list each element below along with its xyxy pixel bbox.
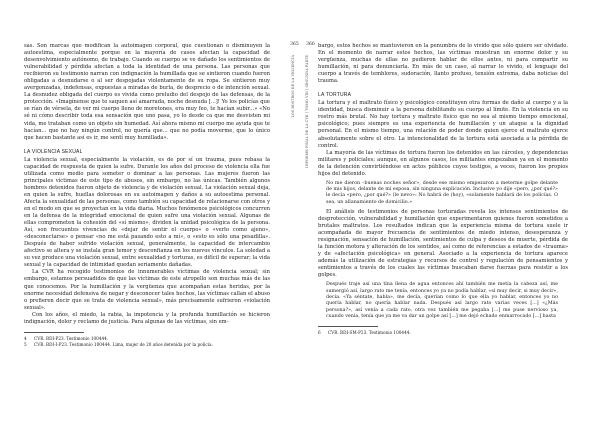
footnote [24,342,270,348]
footnote-rule [318,326,378,327]
left-paragraph: sas. Son marcas que modifican la autoimagen corporal, que cuestionan o disminuyen la autoestima, especialmente porque en la mayoría de casos afectan la capacidad de desenvolvimiento autónomo, de trabajo. Cuando se cuerpo se ve dañado los sentimientos de vulnerabilidad y pérdida afectan a toda la identidad de una persona. Las personas que recibieron su testimonio narran con indignación la humillada que se sintieron cuando fueron obligadas a desnudarse o al ser despojadas violentamente de su ropa. Se sintieron muy avergonzadas, indefensas, expuestas a miradas de burla, de desprecio o de intención sexual. La desnudez obligada del cuerpo es vivida como preludio del despojo de las defensas, de la protección. «Imagínense que te saquen así amarrada, noche desnuda [...]! Yo los policías que se rían de vérsela, de ver mi cuerpo lleno de moretones, era muy feo, te hacían subir...» «No sé ni cómo describir toda esa sensación que uno pasa, yo lo desde ca que me desvisten mi vida, me trataban como un objeto sin humedad. Así ahora mismo mi cuerpo me ayuda que te hacían... que no hay ningún control, no quería que... que no podía moverme, que lo único que hacen bastante así es ir, me sentí muy humillada». [24,43,270,141]
footnote-rule [24,332,84,333]
right-text-column [318,43,568,336]
right-page [314,0,600,431]
footnote [318,330,568,336]
left-paragraph: Con los años, el miedo, la rabia, la impotencia y la profunda humillación se hicieron indignación, dolor y reclamo de justicia. Para algunas de las víctimas, sin em- [24,311,270,325]
page-number-left: 365 [290,42,299,47]
right-paragraph: La mayoría de las víctimas de tortura fueron los detenidos en las cárceles, y dependencias militares y policiales; aunque, en algunos casos, los militantes empezaban ya en el momento de la detención convirtiéndose en actos públicos cuyos testigos, a veces, fueron los propios hijos del detenido. [318,149,568,177]
left-paragraph: La violencia sexual, especialmente la violación, es de por sí un trauma, pues rebasa la capacidad de respuesta de quien la sufre. Durante los años del proceso de violencia ella fue utilizada como medio para someter o dominar a las personas. Las mujeres fueron las principales víctimas de este tipo de abusos, sin embargo, no las únicas. También algunos hombres detenidos fueron objeto de violencia y de violación sexual. La violación sexual deja, en quien la sufre, huellas dolorosas en su autoimagen y daños a su autoestima personal. Afecta la sexualidad de las personas, como también su capacidad de relacionarse con otros y en el modo en que se proyectan en la vida diaria. Muchos fenómenos psicológicos concurren en la defensa de la integridad emocional de quien sufre una violación sexual. Algunas de ellas comprometen la cohesión del «sí mismo», dividen la unidad psicológica de la persona. Así, son frecuentes vivencias de «dejar de sentir el cuerpo» o «verlo como ajeno», «desconectarse» o pensar «no me está pasando esto a mí», o «esto es sólo una pesadilla». Después de haber sufrido violación sexual, generalmente, la capacidad de intercambio afectivo se altera y se instala gran temor y desconfianza en los nuevos vínculos. La soledad a su vez produce una violación sexual, entre sexualidad y torturas, es difícil de superar; la vida sexual y la capacidad de intimidad quedan seriamente dañadas. [24,156,270,269]
footnote-mark: 5 [24,341,27,347]
footnote-text: CVR. BDI-SM-P23. Testimonio 100444. [328,330,411,336]
book-gutter [284,0,314,431]
running-head-left: LOS ROSTROS DE LA VIOLENCIA [291,55,295,118]
section-heading-sexual-violence: LA VIOLENCIA SEXUAL [24,148,83,155]
left-page [0,0,284,431]
footnote-text: CVR. BDI-I-P23. Testimonio 100444. Lima, mujer de 20 años detenida por la policía. [34,341,213,347]
running-head-right: INFORME FINAL DE LA CVR | TOMO VIII | SEGUNDA PARTE [305,55,309,168]
left-paragraph: La CVR ha recogido testimonios de innumerables víctimas de violencia sexual; sin embargo, estamos persuadidos de que las víctimas de este atropello son muchas más de las que conocemos. Por la humillación y la vergüenza que acompañan estas heridas, por la enorme necesidad defensiva de negar y desconocer tales hechos, las víctimas callan el abuso o prefieren decir que se trata de violencia sexual», más precisamente sufrieron «violación sexual». [24,269,270,311]
section-heading-torture: LA TORTURA [318,92,352,99]
testimony-quote: Después traje así una tina llena de agua entonces ahí también me metía la cabeza así, me sumergió así, largo rato me tenía, entonces yo ya no podía hablar, «sí muy decir, si muy decir», decía. «Ya séntate, habla», me decía, querían como lo que ella yo hablar, entonces yo no quería hablar, no quería hablar nada. Después así largo rato varias veces [...] «¿Más persona?», así venía a cada rato, otra vez también me pegaba [...] me puse nervioso ya, cuando venía, tenía que ya me va dar un golpe así [...] me dejó echado enmarrocado [...] hasta [326,282,558,319]
footnote-mark: 6 [318,330,321,336]
page-number-right: 366 [306,42,315,47]
testimony-quote: No me dieron –buenas noches señor», desde ese mismo empezaron a meterme golpe delante de mis hijos, delante de mi esposa, sin ninguna explicación. Inclusive yo dije «pero, ¿por qué?» le decía «pero, ¿por qué?» (le nevo»: No habrá de (hoy), «solamente hablará de los policías. O sea, un allanamiento de domicilio.» [326,180,558,205]
right-paragraph: El análisis de testimonios de personas torturadas revela los intensos sentimientos de desprotección, vulnerabilidad y humillación que experimentaron quienes fueron sometidos a brutales maltratos. Los resultados indican que la experiencia misma de tortura suele ir acompañada de mayor frecuencia de sentimientos de miedo intenso, desesperanza y resignación, sensación de humillación, sentimientos de culpa y deseos de muerte, pérdida de la función motora y alteración de los sentidos, así como de referencias a estados de «trauma» y de «afectación psicológica» en general. Asociado a la experiencia de tortura aparece además la utilización de estrategias y recursos de control y regulación de pensamientos y sentimientos a través de los cuales las víctimas buscaban darse fuerzas para resistir a los golpes. [318,208,568,279]
footnote-mark: 4 [24,335,27,341]
right-paragraph: bargo, estos hechos se mantuvieron en la penumbra de lo vivido que sólo quiere ser olvidado. En el momento de narrar estos hechos, las víctimas muestran un enorme dolor y su vergüenza, muchas de ellas no pudieron hablar de ellos antes, ni para compartir su humillación, ni para denunciarla. En más de un caso, al narrar lo vivido, el lenguaje del cuerpo a través de temblores, sudoración, llanto profuso, tensión extrema, daba noticias del trauma. [318,43,568,85]
right-paragraph: La tortura y el maltrato físico y psicológico constituyen otra formas de daño al cuerpo y a la identidad, busca disminuir a la persona debilitando su cuerpo al límite. En la violencia en su rostro más brutal. No hay tortura y maltrato físico que no sea al mismo tiempo emocional, psicológico; pues siempre es una experiencia de humillación y un ataque a la dignidad personal. En el mismo tiempo, una relación de poder donde quien ejerce el maltrato ejerce absolutamente sobre el otro. La intencionalidad de la tortura está asociada a la pérdida de control. [318,100,568,149]
left-text-column [24,43,270,347]
footnote-text: CVR. BDI-P23. Testimonio 100444. [34,335,109,341]
